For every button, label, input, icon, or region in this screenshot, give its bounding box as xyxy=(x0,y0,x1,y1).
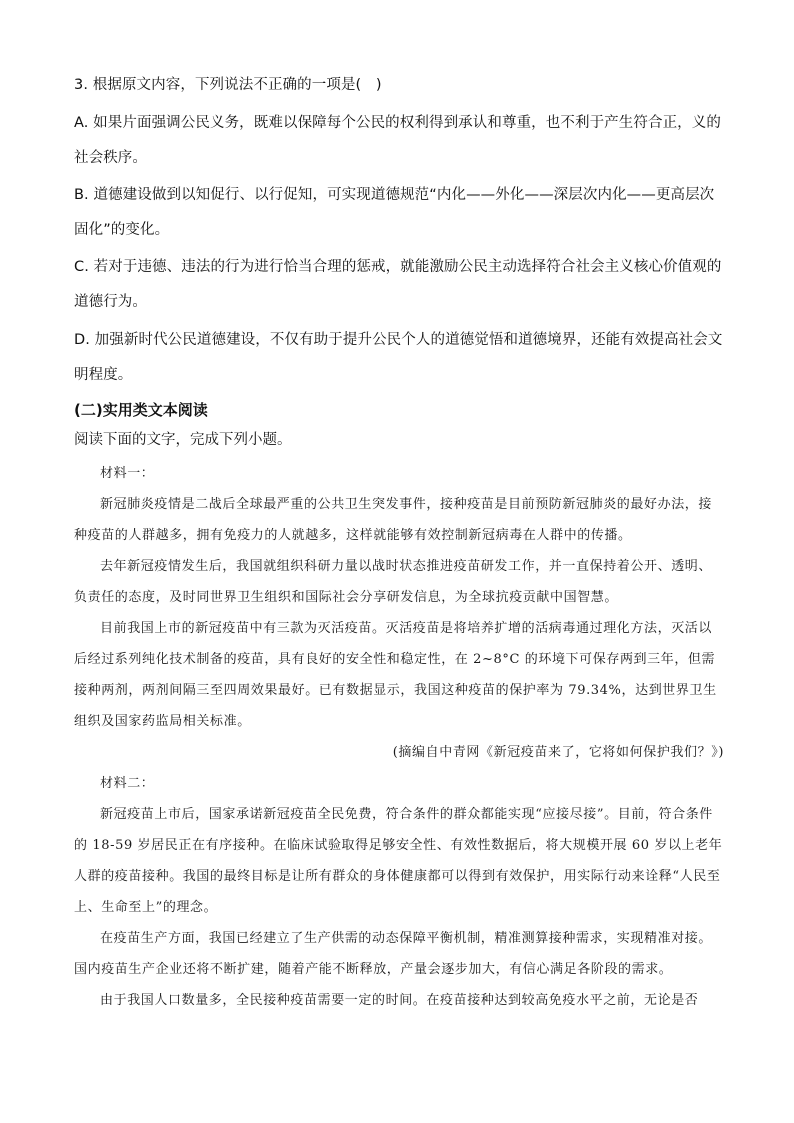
option-d: D. 加强新时代公民道德建设，不仅有助于提升公民个人的道德觉悟和道德境界，还能有效提高社会文明程度。 xyxy=(74,332,723,383)
question-stem: 3. 根据原文内容，下列说法不正确的一项是( ) xyxy=(74,77,382,93)
section-instruction: 阅读下面的文字，完成下列小题。 xyxy=(74,432,292,448)
material-1-source: (摘编自中青网《新冠疫苗来了，它将如何保护我们？》) xyxy=(392,745,724,760)
material-1-paragraph-3: 目前我国上市的新冠疫苗中有三款为灭活疫苗。灭活疫苗是将培养扩增的活病毒通过理化方法，灭活以后经过系列纯化技术制备的疫苗，具有良好的安全性和稳定性，在 2~8°C 的环境下可保存两到三年，但需接种两剂，两剂间隔三至四周效果最好。已有数据显示，我国这种疫苗的保护率为 79.34%，达到世界卫生组织及国家药监局相关标准。 xyxy=(74,621,717,729)
option-a: A. 如果片面强调公民义务，既难以保障每个公民的权利得到承认和尊重，也不利于产生符合正，义的社会秩序。 xyxy=(74,115,721,166)
material-2-heading: 材料二： xyxy=(100,776,155,791)
material-2-paragraph-2: 在疫苗生产方面，我国已经建立了生产供需的动态保障平衡机制，精准测算接种需求，实现精准对接。国内疫苗生产企业还将不断扩建，随着产能不断释放，产量会逐步加大，有信心满足各阶段的需求。 xyxy=(74,931,713,977)
material-1-paragraph-1: 新冠肺炎疫情是二战后全球最严重的公共卫生突发事件，接种疫苗是目前预防新冠肺炎的最好办法，接种疫苗的人群越多，拥有免疫力的人就越多，这样就能够有效控制新冠病毒在人群中的传播。 xyxy=(74,497,713,543)
option-b: B. 道德建设做到以知促行、以行促知，可实现道德规范“内化——外化——深层次内化——更高层次固化”的变化。 xyxy=(74,187,715,238)
material-1-heading: 材料一： xyxy=(100,466,155,481)
material-1-paragraph-2: 去年新冠疫情发生后，我国就组织科研力量以战时状态推进疫苗研发工作，并一直保持着公开、透明、负责任的态度，及时同世界卫生组织和国际社会分享研发信息，为全球抗疫贡献中国智慧。 xyxy=(74,559,713,605)
material-2-paragraph-1: 新冠疫苗上市后，国家承诺新冠疫苗全民免费，符合条件的群众都能实现“应接尽接”。目前，符合条件的 18-59 岁居民正在有序接种。在临床试验取得足够安全性、有效性数据后，将大规模开展 60 岁以上老年人群的疫苗接种。我国的最终目标是让所有群众的身体健康都可以得到有效保护，用实际行动来诠释“人民至上、生命至上”的理念。 xyxy=(74,807,723,915)
material-2-paragraph-3: 由于我国人口数量多，全民接种疫苗需要一定的时间。在疫苗接种达到较高免疫水平之前，无论是否 xyxy=(100,993,699,1008)
option-c: C. 若对于违德、违法的行为进行恰当合理的惩戒，就能激励公民主动选择符合社会主义核心价值观的道德行为。 xyxy=(74,259,722,310)
section-title: (二)实用类文本阅读 xyxy=(74,401,208,419)
